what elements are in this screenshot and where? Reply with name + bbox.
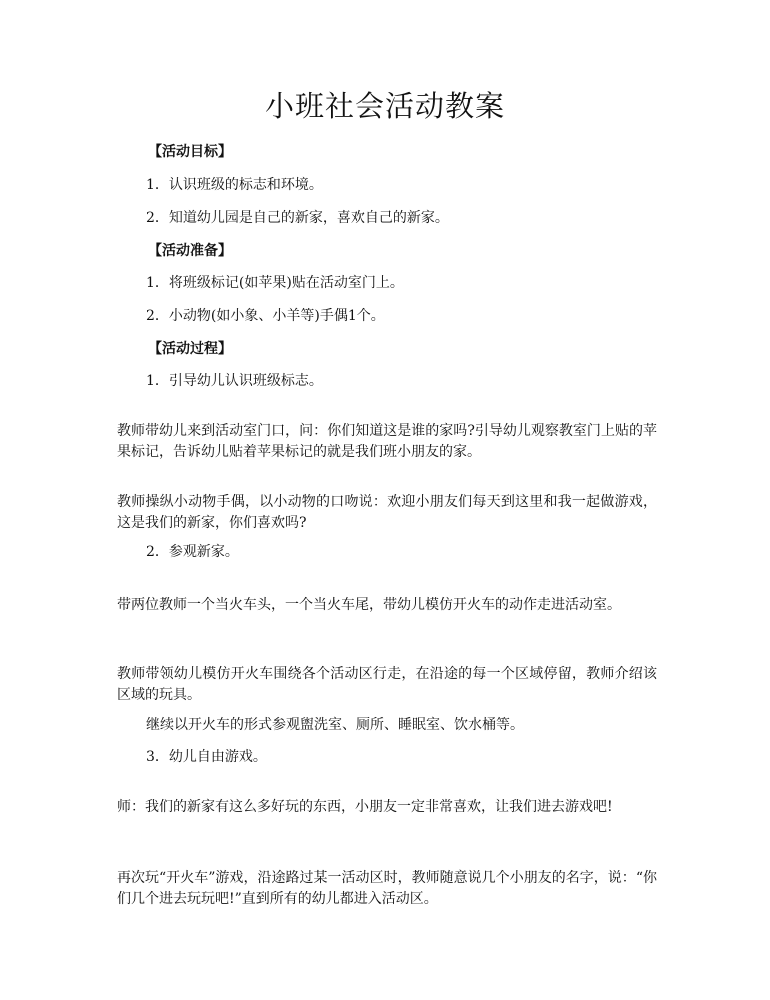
process-paragraph-5: 继续以开火车的形式参观盥洗室、厕所、睡眠室、饮水桶等。 — [146, 717, 524, 733]
process-step-3: 3．幼儿自由游戏。 — [146, 749, 267, 765]
goal-heading: 【活动目标】 — [148, 144, 232, 160]
prep-heading: 【活动准备】 — [148, 243, 232, 259]
process-paragraph-4: 教师带领幼儿模仿开火车围绕各个活动区行走，在沿途的每一个区域停留，教师介绍该区域的玩具。 — [117, 666, 657, 703]
document-title: 小班社会活动教案 — [264, 89, 505, 123]
process-paragraph-3: 带两位教师一个当火车头，一个当火车尾，带幼儿模仿开火车的动作走进活动室。 — [117, 597, 621, 613]
process-step-1: 1．引导幼儿认识班级标志。 — [146, 373, 323, 389]
process-paragraph-6: 师：我们的新家有这么多好玩的东西，小朋友一定非常喜欢，让我们进去游戏吧! — [117, 799, 613, 815]
prep-item-1: 1．将班级标记(如苹果)贴在活动室门上。 — [146, 275, 404, 291]
process-step-2: 2．参观新家。 — [146, 544, 239, 560]
process-paragraph-7: 再次玩“开火车”游戏，沿途路过某一活动区时，教师随意说几个小朋友的名字，说：“你们几个进去玩玩吧!”直到所有的幼儿都进入活动区。 — [117, 870, 657, 907]
goal-item-1: 1．认识班级的标志和环境。 — [146, 177, 323, 193]
goal-item-2: 2．知道幼儿园是自己的新家，喜欢自己的新家。 — [146, 210, 449, 226]
process-heading: 【活动过程】 — [148, 341, 232, 357]
process-paragraph-2: 教师操纵小动物手偶，以小动物的口吻说：欢迎小朋友们每天到这里和我一起做游戏，这是我们的新家，你们喜欢吗? — [117, 494, 657, 531]
process-paragraph-1: 教师带幼儿来到活动室门口，问：你们知道这是谁的家吗?引导幼儿观察教室门上贴的苹果标记，告诉幼儿贴着苹果标记的就是我们班小朋友的家。 — [117, 423, 657, 460]
prep-item-2: 2．小动物(如小象、小羊等)手偶1个。 — [146, 308, 385, 324]
